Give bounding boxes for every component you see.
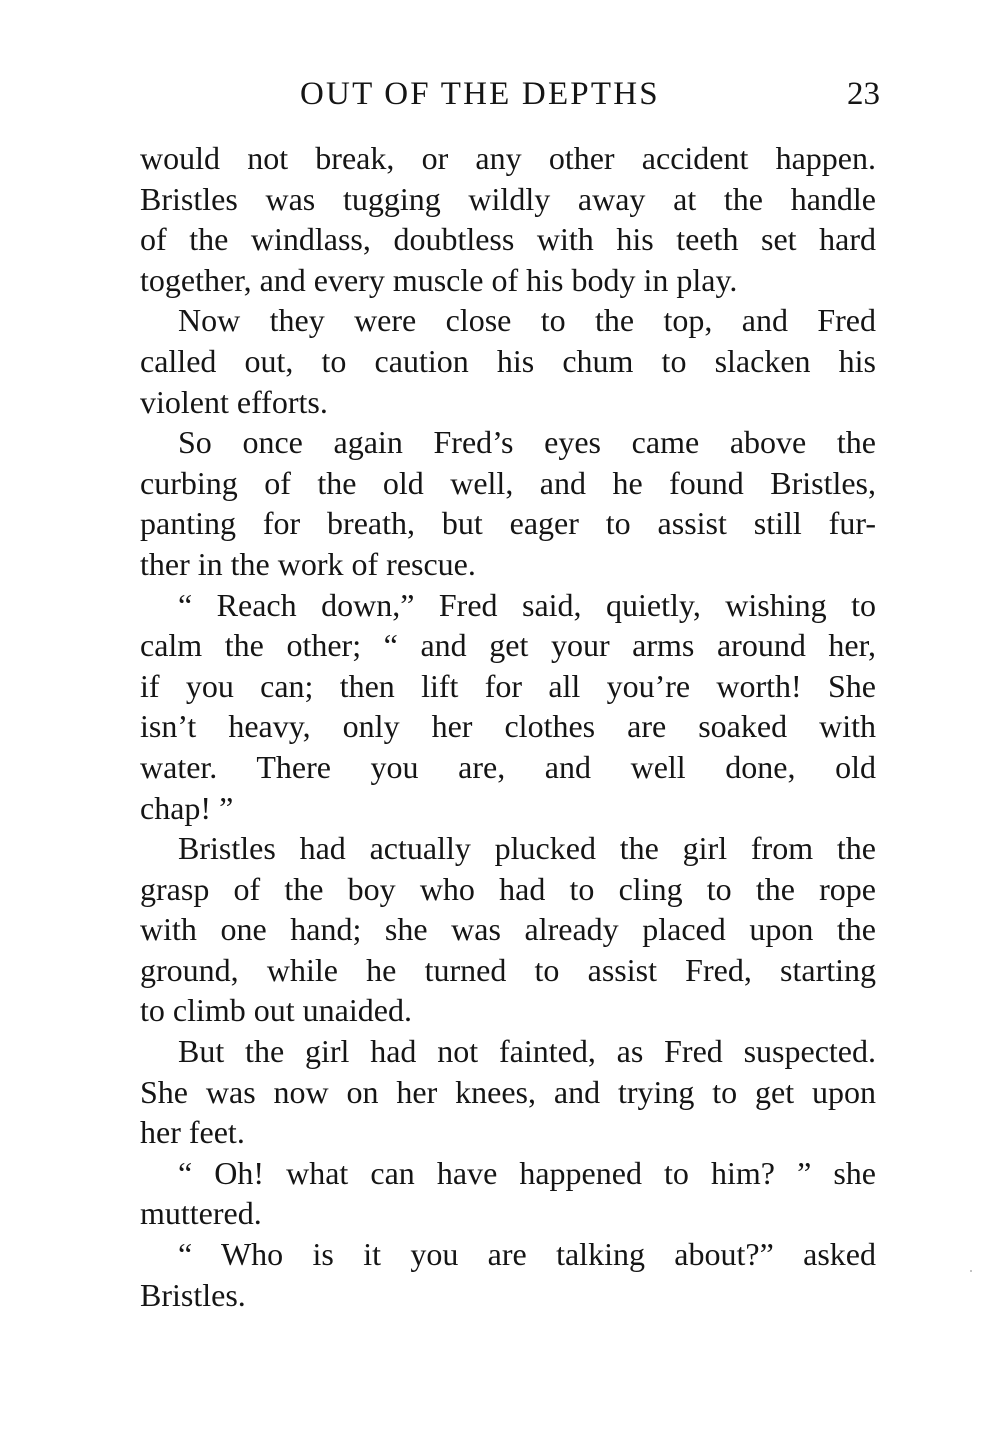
text-line: grasp of the boy who had to cling to the rope (140, 870, 876, 907)
text-line: So once again Fred’s eyes came above the (178, 424, 876, 461)
text-line: “ Who is it you are talking about?” asked (178, 1236, 876, 1273)
text-line: Bristles was tugging wildly away at the handle (140, 180, 876, 217)
running-head (140, 70, 880, 118)
text-line: called out, to caution his chum to slacken his (140, 342, 876, 379)
scan-speck (970, 1270, 972, 1272)
text-line: Bristles had actually plucked the girl from the (178, 830, 876, 867)
text-line: Bristles. (140, 1276, 246, 1313)
text-line: curbing of the old well, and he found Bristles, (140, 464, 876, 501)
running-title: OUT OF THE DEPTHS (300, 76, 660, 112)
text-line: of the windlass, doubtless with his teeth set hard (140, 221, 876, 258)
page-number: 23 (847, 76, 880, 112)
text-line: “ Reach down,” Fred said, quietly, wishing to (178, 586, 876, 623)
text-line: But the girl had not fainted, as Fred suspected. (178, 1033, 876, 1070)
text-line: together, and every muscle of his body in play. (140, 261, 738, 298)
text-line: panting for breath, but eager to assist still fur- (140, 505, 876, 542)
text-line: isn’t heavy, only her clothes are soaked with (140, 708, 876, 745)
text-line: her feet. (140, 1114, 245, 1151)
text-line: would not break, or any other accident happen. (140, 140, 876, 176)
text-line: “ Oh! what can have happened to him? ” she (178, 1154, 876, 1191)
text-line: muttered. (140, 1195, 262, 1232)
body-text (140, 138, 876, 1315)
text-line: to climb out unaided. (140, 992, 412, 1029)
text-line: chap! ” (140, 789, 234, 826)
text-line: calm the other; “ and get your arms around her, (140, 627, 876, 664)
text-line: ground, while he turned to assist Fred, starting (140, 951, 876, 988)
text-line: She was now on her knees, and trying to get upon (140, 1073, 876, 1110)
text-line: violent efforts. (140, 383, 328, 420)
text-line: if you can; then lift for all you’re worth! She (140, 667, 876, 704)
text-line: ther in the work of rescue. (140, 545, 476, 582)
text-line: with one hand; she was already placed upon the (140, 911, 876, 948)
text-line: Now they were close to the top, and Fred (178, 302, 876, 339)
text-line: water. There you are, and well done, old (140, 748, 876, 785)
